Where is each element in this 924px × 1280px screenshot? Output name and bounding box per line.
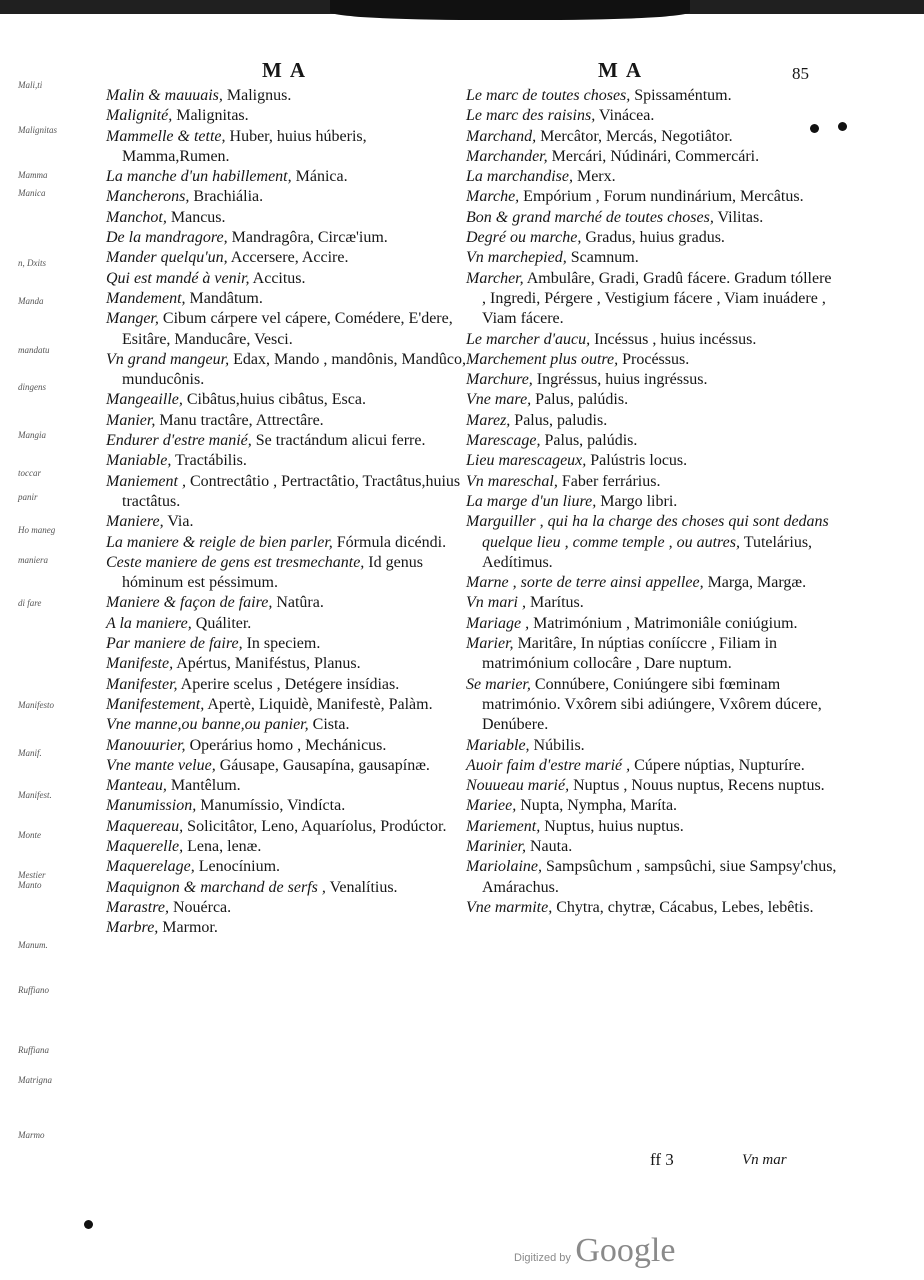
- entry-latin: Accitus.: [252, 269, 306, 287]
- entry-latin: Cibum cárpere vel cápere, Comédere, E'dere, Esitâre, Manducâre, Vesci.: [122, 310, 453, 348]
- entry-latin: Cúpere núptias, Nupturíre.: [634, 756, 805, 774]
- margin-note: di fare: [18, 598, 42, 608]
- dictionary-entry: [106, 309, 466, 350]
- entry-headword: Se marier,: [466, 675, 531, 693]
- entry-headword: La marchandise,: [466, 168, 573, 186]
- entry-latin: Vilitas.: [717, 208, 764, 226]
- margin-note: Manifest.: [18, 790, 52, 800]
- entry-headword: Marchander,: [466, 147, 548, 165]
- entry-headword: Vn grand mangeur,: [106, 350, 230, 368]
- entry-latin: Cibâtus,huius cibâtus, Esca.: [186, 391, 366, 409]
- dictionary-entry: [466, 269, 838, 330]
- entry-headword: Mariage ,: [466, 614, 530, 632]
- entry-latin: Núbilis.: [533, 736, 585, 754]
- entry-headword: Marinier,: [466, 837, 526, 855]
- catchword: Vn mar: [742, 1152, 787, 1168]
- entry-latin: Mercâtor, Mercás, Negotiâtor.: [540, 127, 733, 145]
- margin-note: Mestier: [18, 870, 46, 880]
- dictionary-entry: [466, 492, 838, 512]
- dictionary-entry: [466, 634, 838, 675]
- entry-latin: Vinácea.: [598, 107, 655, 125]
- entry-headword: Degré ou marche,: [466, 229, 582, 247]
- dictionary-entry: [106, 593, 466, 613]
- margin-note: Malignitas: [18, 125, 58, 135]
- dictionary-entry: [466, 472, 838, 492]
- dictionary-entry: [106, 106, 466, 126]
- dictionary-entry: [466, 675, 838, 736]
- dictionary-entry: [466, 248, 838, 268]
- dictionary-entry: [106, 472, 466, 513]
- dictionary-entry: [106, 533, 466, 553]
- entry-latin: Apertè, Liquidè, Manifestè, Palàm.: [207, 695, 433, 713]
- dictionary-entry: [106, 167, 466, 187]
- entry-latin: Mercári, Núdinári, Commercári.: [551, 147, 760, 165]
- entry-latin: Tractábilis.: [175, 452, 247, 470]
- entry-latin: Ingréssus, huius ingréssus.: [536, 371, 708, 389]
- entry-latin: Maritâre, In núptias conííccre , Filiam in matrimónium collocâre , Dare nuptum.: [482, 635, 778, 673]
- dictionary-entry: [106, 796, 466, 816]
- margin-note: Mamma: [18, 170, 48, 180]
- entry-latin: Mandragôra, Circæ'ium.: [231, 229, 388, 247]
- entry-headword: Manifester,: [106, 675, 178, 693]
- entry-headword: Manger,: [106, 310, 159, 328]
- dictionary-entry: [466, 390, 838, 410]
- margin-note: Manifesto: [18, 700, 54, 710]
- entry-latin: Mandâtum.: [189, 289, 263, 307]
- entry-headword: Ceste maniere de gens est tresmechante,: [106, 553, 365, 571]
- entry-headword: Marguiller , qui ha la charge des choses qui sont dedans quelque lieu , comme temple , ou autres,: [466, 513, 829, 551]
- entry-headword: Maniere & façon de faire,: [106, 594, 273, 612]
- entry-latin: Mancus.: [170, 208, 226, 226]
- entry-headword: Le marcher d'aucu,: [466, 330, 591, 348]
- entry-headword: Manifeste,: [106, 655, 174, 673]
- entry-latin: Natûra.: [276, 594, 324, 612]
- entry-latin: Nauta.: [530, 837, 573, 855]
- margin-note: Matrigna: [18, 1075, 53, 1085]
- entry-latin: Lena, lenæ.: [187, 837, 262, 855]
- entry-latin: Lenocínium.: [198, 858, 281, 876]
- dictionary-entry: [106, 878, 466, 898]
- entry-headword: Mariolaine,: [466, 858, 542, 876]
- entry-headword: Vne marmite,: [466, 898, 553, 916]
- entry-headword: A la maniere,: [106, 614, 192, 632]
- dictionary-entry: [466, 451, 838, 471]
- entry-headword: Mariable,: [466, 736, 530, 754]
- dictionary-entry: [466, 411, 838, 431]
- entry-latin: Scamnum.: [570, 249, 639, 267]
- entry-headword: Maquignon & marchand de serfs ,: [106, 878, 326, 896]
- dictionary-entry: [106, 350, 466, 391]
- entry-headword: Marne , sorte de terre ainsi appellee,: [466, 574, 704, 592]
- right-running-head: MA: [598, 58, 649, 82]
- entry-latin: Operárius homo , Mechánicus.: [189, 736, 387, 754]
- entry-latin: Nouérca.: [172, 898, 232, 916]
- entry-headword: Vne manne,ou banne,ou panier,: [106, 716, 309, 734]
- margin-note: Manda: [18, 296, 44, 306]
- entry-headword: Manteau,: [106, 777, 167, 795]
- dictionary-entry: [106, 614, 466, 634]
- entry-headword: Qui est mandé à venir,: [106, 269, 250, 287]
- digitized-watermark: [514, 1232, 675, 1270]
- margin-note: panir: [18, 492, 38, 502]
- entry-latin: Gradus, huius gradus.: [585, 229, 725, 247]
- margin-note: Monte: [18, 830, 41, 840]
- dictionary-entry: [106, 289, 466, 309]
- dictionary-entry: [106, 187, 466, 207]
- entry-latin: Palus, palúdis.: [544, 432, 638, 450]
- entry-latin: Faber ferrárius.: [561, 472, 661, 490]
- entry-headword: Mandement,: [106, 289, 186, 307]
- dictionary-entry: [106, 512, 466, 532]
- dictionary-entry: [106, 837, 466, 857]
- signature-mark: ff 3: [650, 1150, 674, 1169]
- margin-note: maniera: [18, 555, 48, 565]
- entry-headword: Manifestement,: [106, 695, 205, 713]
- entry-latin: Mánica.: [295, 168, 348, 186]
- entry-headword: Marchure,: [466, 371, 533, 389]
- entry-headword: Maquerelle,: [106, 837, 184, 855]
- entry-latin: Cista.: [312, 716, 350, 734]
- entry-latin: Nuptus , Nouus nuptus, Recens nuptus.: [573, 777, 825, 795]
- entry-headword: La marge d'un liure,: [466, 492, 597, 510]
- dictionary-entry: [466, 106, 838, 126]
- entry-latin: Quáliter.: [195, 614, 252, 632]
- google-wordmark: Google: [575, 1232, 676, 1269]
- dictionary-entry: [466, 431, 838, 451]
- margin-note: Manum.: [18, 940, 48, 950]
- entry-headword: Mancherons,: [106, 188, 190, 206]
- dictionary-entry: [466, 370, 838, 390]
- dictionary-entry: [466, 593, 838, 613]
- margin-note: Ruffiano: [18, 985, 49, 995]
- left-column: [106, 86, 466, 938]
- dictionary-entry: [466, 736, 838, 756]
- entry-latin: Marítus.: [530, 594, 584, 612]
- entry-headword: Maquerelage,: [106, 858, 195, 876]
- dictionary-entry: [466, 228, 838, 248]
- ink-blot: [84, 1220, 93, 1229]
- ink-blot: [838, 122, 847, 131]
- entry-latin: Venalítius.: [329, 878, 398, 896]
- entry-headword: Vn mari ,: [466, 594, 526, 612]
- entry-latin: Huber, huius húberis, Mamma,Rumen.: [122, 127, 367, 165]
- dictionary-entry: [106, 127, 466, 168]
- entry-headword: Manchot,: [106, 208, 167, 226]
- dictionary-entry: [106, 86, 466, 106]
- dictionary-entry: [106, 411, 466, 431]
- entry-headword: Mander quelqu'un,: [106, 249, 228, 267]
- entry-latin: Ambulâre, Gradi, Gradû fácere. Gradum tóllere , Ingredi, Pérgere , Vestigium fácere , Viam inuádere , Viam fácere.: [482, 269, 832, 328]
- entry-headword: Manouurier,: [106, 736, 186, 754]
- entry-latin: Nuptus, huius nuptus.: [544, 817, 684, 835]
- entry-latin: Malignitas.: [176, 107, 249, 125]
- dictionary-entry: [106, 248, 466, 268]
- dictionary-entry: [106, 857, 466, 877]
- entry-latin: Sampsûchum , sampsûchi, siue Sampsy'chus, Amárachus.: [482, 858, 837, 896]
- entry-latin: In speciem.: [246, 635, 321, 653]
- dictionary-entry: [106, 451, 466, 471]
- margin-note: Manica: [18, 188, 46, 198]
- entry-latin: Edax, Mando , mandônis, Mandûco, munducônis.: [122, 350, 466, 389]
- entry-headword: Marescage,: [466, 432, 541, 450]
- entry-headword: Par maniere de faire,: [106, 635, 243, 653]
- dictionary-entry: [106, 756, 466, 776]
- entry-headword: La manche d'un habillement,: [106, 168, 292, 186]
- dictionary-entry: [466, 86, 838, 106]
- margin-note: Ho maneg: [18, 525, 56, 535]
- right-column: [466, 86, 838, 918]
- dictionary-entry: [106, 634, 466, 654]
- margin-note: Manif.: [18, 748, 42, 758]
- entry-headword: Le marc de toutes choses,: [466, 87, 631, 104]
- entry-headword: Malignité,: [106, 107, 173, 125]
- dictionary-entry: [466, 614, 838, 634]
- entry-latin: Chytra, chytræ, Cácabus, Lebes, lebêtis.: [556, 898, 814, 916]
- entry-latin: Contrectâtio , Pertractâtio, Tractâtus,huius tractâtus.: [122, 472, 461, 510]
- entry-headword: Marcher,: [466, 269, 524, 287]
- entry-latin: Brachiália.: [193, 188, 264, 206]
- dictionary-entry: [106, 390, 466, 410]
- entry-headword: Manumission,: [106, 797, 197, 815]
- entry-latin: Connúbere, Coniúngere sibi fœminam matrimónio. Vxôrem sibi adiúngere, Vxôrem dúcere, Denúbere.: [482, 675, 822, 734]
- entry-headword: Malin & mauuais,: [106, 87, 223, 104]
- entry-latin: Se tractándum alicui ferre.: [255, 432, 426, 450]
- entry-latin: Via.: [167, 513, 194, 531]
- entry-headword: Manier,: [106, 411, 156, 429]
- dictionary-entry: [466, 857, 838, 898]
- dictionary-entry: [106, 817, 466, 837]
- entry-headword: Marchement plus outre,: [466, 350, 619, 368]
- entry-latin: Procéssus.: [622, 350, 690, 368]
- dictionary-entry: [466, 898, 838, 918]
- entry-headword: Mariee,: [466, 797, 517, 815]
- dictionary-entry: [466, 756, 838, 776]
- page-number: 85: [792, 64, 809, 83]
- margin-note: toccar: [18, 468, 41, 478]
- dictionary-entry: [466, 147, 838, 167]
- entry-headword: La maniere & reigle de bien parler,: [106, 533, 333, 551]
- entry-headword: Mangeaille,: [106, 391, 183, 409]
- dictionary-entry: [466, 796, 838, 816]
- margin-note: Mangia: [18, 430, 46, 440]
- entry-latin: Margo libri.: [600, 492, 678, 510]
- margin-note: mandatu: [18, 345, 50, 355]
- dictionary-entry: [466, 330, 838, 350]
- entry-latin: Manu tractâre, Attrectâre.: [159, 411, 324, 429]
- entry-headword: Marier,: [466, 635, 514, 653]
- entry-headword: Nouueau marié,: [466, 777, 570, 795]
- entry-headword: Vn marchepied,: [466, 249, 567, 267]
- entry-latin: Malignus.: [226, 87, 292, 104]
- entry-latin: Palústris locus.: [590, 452, 688, 470]
- dictionary-entry: [466, 187, 838, 207]
- margin-note: Marmo: [18, 1130, 45, 1140]
- entry-headword: Marbre,: [106, 919, 159, 937]
- entry-latin: Matrimónium , Matrimoniâle coniúgium.: [533, 614, 798, 632]
- dictionary-entry: [466, 350, 838, 370]
- entry-latin: Palus, paludis.: [514, 411, 608, 429]
- entry-headword: Le marc des raisins,: [466, 107, 596, 125]
- dictionary-entry: [106, 675, 466, 695]
- entry-headword: De la mandragore,: [106, 229, 228, 247]
- dictionary-entry: [106, 431, 466, 451]
- dictionary-entry: [106, 736, 466, 756]
- dictionary-entry: [106, 918, 466, 938]
- entry-headword: Marche,: [466, 188, 520, 206]
- entry-headword: Marastre,: [106, 898, 169, 916]
- dictionary-entry: [466, 776, 838, 796]
- left-running-head: MA: [262, 58, 313, 82]
- margin-note: n, Dxits: [18, 258, 46, 268]
- entry-headword: Auoir faim d'estre marié ,: [466, 756, 631, 774]
- entry-headword: Marez,: [466, 411, 511, 429]
- entry-headword: Maniable,: [106, 452, 172, 470]
- entry-latin: Merx.: [576, 168, 616, 186]
- dictionary-entry: [466, 512, 838, 573]
- entry-headword: Maniere,: [106, 513, 164, 531]
- entry-latin: Marga, Margæ.: [707, 574, 807, 592]
- dictionary-entry: [106, 553, 466, 594]
- margin-note: Mali,ti: [18, 80, 43, 90]
- dictionary-entry: [466, 208, 838, 228]
- entry-headword: Bon & grand marché de toutes choses,: [466, 208, 714, 226]
- dictionary-entry: [466, 167, 838, 187]
- dictionary-entry: [106, 898, 466, 918]
- dictionary-entry: [466, 837, 838, 857]
- entry-latin: Solicitâtor, Leno, Aquaríolus, Prodúctor.: [187, 817, 447, 835]
- entry-latin: Palus, palúdis.: [535, 391, 629, 409]
- entry-latin: Manumíssio, Vindícta.: [200, 797, 346, 815]
- dictionary-entry: [106, 695, 466, 715]
- entry-headword: Maquereau,: [106, 817, 184, 835]
- entry-latin: Marmor.: [162, 919, 218, 937]
- dictionary-entry: [106, 715, 466, 735]
- entry-headword: Endurer d'estre manié,: [106, 432, 252, 450]
- dictionary-entry: [466, 817, 838, 837]
- entry-headword: Vne mante velue,: [106, 756, 216, 774]
- entry-headword: Mariement,: [466, 817, 541, 835]
- entry-latin: Aperire scelus , Detégere insídias.: [180, 675, 400, 693]
- entry-headword: Marchand,: [466, 127, 537, 145]
- dictionary-entry: [106, 208, 466, 228]
- entry-latin: Apértus, Maniféstus, Planus.: [176, 655, 361, 673]
- entry-latin: Empórium , Forum nundinárium, Mercâtus.: [523, 188, 804, 206]
- dictionary-entry: [106, 228, 466, 248]
- entry-headword: Mammelle & tette,: [106, 127, 226, 145]
- entry-headword: Maniement ,: [106, 472, 186, 490]
- scan-top-shadow: [330, 0, 690, 20]
- margin-note: Manto: [18, 880, 42, 890]
- entry-latin: Spissaméntum.: [634, 87, 732, 104]
- dictionary-entry: [106, 269, 466, 289]
- dictionary-entry: [466, 573, 838, 593]
- digitized-label: Digitized by: [514, 1252, 571, 1264]
- entry-headword: Vne mare,: [466, 391, 532, 409]
- dictionary-entry: [466, 127, 838, 147]
- margin-note: Ruffiana: [18, 1045, 49, 1055]
- entry-latin: Tutelárius, Aedítimus.: [482, 533, 813, 571]
- dictionary-entry: [106, 654, 466, 674]
- entry-latin: Nupta, Nympha, Maríta.: [520, 797, 678, 815]
- entry-headword: Vn mareschal,: [466, 472, 558, 490]
- entry-latin: Accersere, Accire.: [230, 249, 349, 267]
- entry-headword: Lieu marescageux,: [466, 452, 587, 470]
- entry-latin: Fórmula dicéndi.: [336, 533, 447, 551]
- entry-latin: Mantêlum.: [170, 777, 241, 795]
- margin-note: dingens: [18, 382, 46, 392]
- entry-latin: Id genus hóminum est péssimum.: [122, 553, 423, 592]
- entry-latin: Incéssus , huius incéssus.: [594, 330, 757, 348]
- dictionary-entry: [106, 776, 466, 796]
- entry-latin: Gáusape, Gausapína, gausapínæ.: [219, 756, 430, 774]
